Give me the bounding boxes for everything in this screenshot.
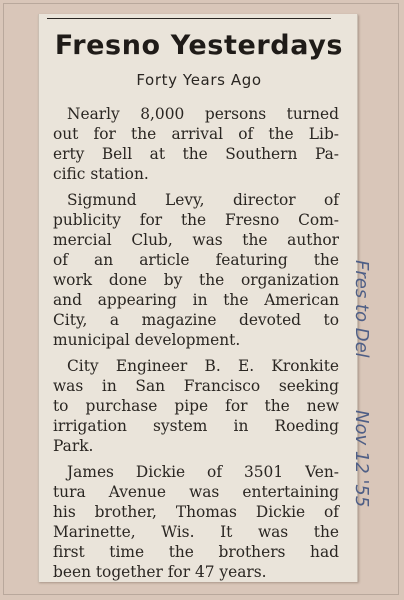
- text-line: James Dickie of 3501 Ven-: [67, 463, 339, 481]
- handwritten-note-source: Fres to Del: [351, 260, 372, 358]
- paragraph: [53, 190, 339, 350]
- headline: Fresno Yesterdays: [54, 30, 344, 61]
- text-line: been together for 47 years.: [53, 563, 267, 581]
- article-body: [53, 104, 339, 588]
- subhead: Forty Years Ago: [136, 71, 262, 89]
- text-line: first time the brothers had: [53, 543, 339, 561]
- text-line: of an article featuring the: [53, 251, 339, 269]
- text-line: City Engineer B. E. Kronkite: [67, 357, 339, 375]
- text-line: and appearing in the American: [53, 291, 339, 309]
- text-line: municipal development.: [53, 331, 241, 349]
- newspaper-clipping: [38, 14, 358, 582]
- text-line: was in San Francisco seeking: [53, 377, 339, 395]
- text-line: Park.: [53, 437, 94, 455]
- text-line: Sigmund Levy, director of: [67, 191, 339, 209]
- paragraph: [53, 104, 339, 184]
- text-line: erty Bell at the Southern Pa-: [53, 145, 339, 163]
- text-line: tura Avenue was entertaining: [53, 483, 339, 501]
- text-line: irrigation system in Roeding: [53, 417, 339, 435]
- paragraph: [53, 462, 339, 582]
- handwritten-note: [350, 260, 390, 560]
- text-line: Nearly 8,000 persons turned: [67, 105, 339, 123]
- text-line: cific station.: [53, 165, 149, 183]
- text-line: out for the arrival of the Lib-: [53, 125, 339, 143]
- text-line: City, a magazine devoted to: [53, 311, 339, 329]
- handwritten-note-date: Nov 12 '55: [351, 410, 372, 508]
- paragraph: [53, 356, 339, 456]
- text-line: mercial Club, was the author: [53, 231, 339, 249]
- text-line: Marinette, Wis. It was the: [53, 523, 339, 541]
- text-line: work done by the organization: [53, 271, 339, 289]
- text-line: publicity for the Fresno Com-: [53, 211, 339, 229]
- text-line: his brother, Thomas Dickie of: [53, 503, 339, 521]
- top-rule: [47, 18, 331, 19]
- text-line: to purchase pipe for the new: [53, 397, 339, 415]
